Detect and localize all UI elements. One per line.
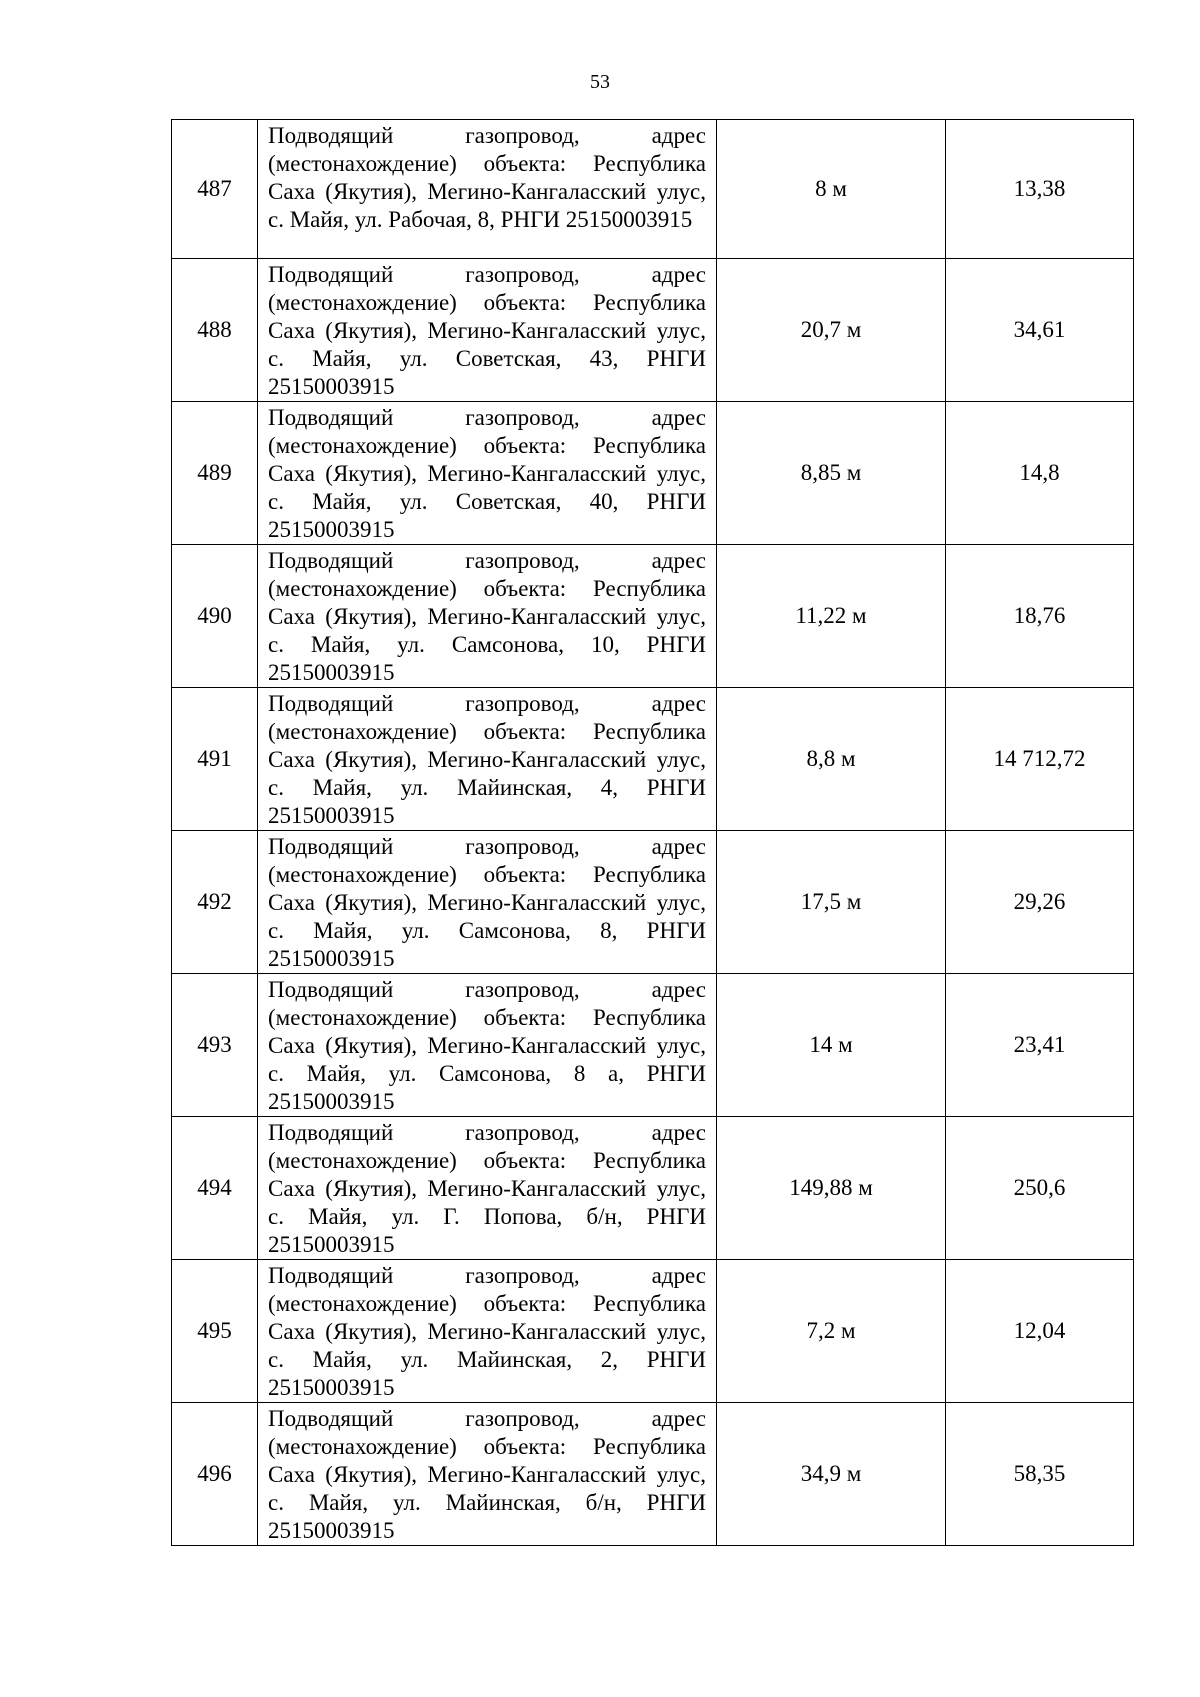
row-length: 149,88 м	[717, 1117, 946, 1260]
table-row	[172, 120, 1134, 259]
row-length: 8 м	[717, 120, 946, 259]
table-row	[172, 831, 1134, 974]
row-description-cell	[258, 831, 717, 974]
row-description-cell	[258, 688, 717, 831]
row-value: 29,26	[946, 831, 1134, 974]
row-description: Подводящий газопровод, адрес (местонахождение) объекта: Республика Саха (Якутия), Мегино-Кангаласский улус, с. Майя, ул. Г. Попова, б/н, РНГИ 25150003915	[268, 1120, 706, 1257]
row-description: Подводящий газопровод, адрес (местонахождение) объекта: Республика Саха (Якутия), Мегино-Кангаласский улус, с. Майя, ул. Советская, 40, РНГИ 25150003915	[268, 405, 706, 542]
row-number: 489	[172, 402, 258, 545]
row-value: 18,76	[946, 545, 1134, 688]
row-value: 12,04	[946, 1260, 1134, 1403]
row-value: 250,6	[946, 1117, 1134, 1260]
table-row	[172, 1403, 1134, 1546]
row-description: Подводящий газопровод, адрес (местонахождение) объекта: Республика Саха (Якутия), Мегино-Кангаласский улус, с. Майя, ул. Майинская, 2, РНГИ 25150003915	[268, 1263, 706, 1400]
table-row	[172, 402, 1134, 545]
row-value: 13,38	[946, 120, 1134, 259]
row-number: 496	[172, 1403, 258, 1546]
row-number: 494	[172, 1117, 258, 1260]
row-value: 34,61	[946, 259, 1134, 402]
row-value: 23,41	[946, 974, 1134, 1117]
row-description: Подводящий газопровод, адрес (местонахождение) объекта: Республика Саха (Якутия), Мегино-Кангаласский улус, с. Майя, ул. Советская, 43, РНГИ 25150003915	[268, 262, 706, 399]
row-number: 492	[172, 831, 258, 974]
table-row	[172, 545, 1134, 688]
row-description-cell	[258, 974, 717, 1117]
row-description: Подводящий газопровод, адрес (местонахождение) объекта: Республика Саха (Якутия), Мегино-Кангаласский улус, с. Майя, ул. Рабочая, 8, РНГИ 25150003915	[268, 123, 706, 232]
row-description: Подводящий газопровод, адрес (местонахождение) объекта: Республика Саха (Якутия), Мегино-Кангаласский улус, с. Майя, ул. Майинская, 4, РНГИ 25150003915	[268, 691, 706, 828]
row-value: 14 712,72	[946, 688, 1134, 831]
row-length: 8,8 м	[717, 688, 946, 831]
row-length: 8,85 м	[717, 402, 946, 545]
row-description: Подводящий газопровод, адрес (местонахождение) объекта: Республика Саха (Якутия), Мегино-Кангаласский улус, с. Майя, ул. Самсонова, 8 а, РНГИ 25150003915	[268, 977, 706, 1114]
row-description-cell	[258, 259, 717, 402]
row-value: 14,8	[946, 402, 1134, 545]
table-row	[172, 1117, 1134, 1260]
row-description-cell	[258, 545, 717, 688]
row-description: Подводящий газопровод, адрес (местонахождение) объекта: Республика Саха (Якутия), Мегино-Кангаласский улус, с. Майя, ул. Самсонова, 8, РНГИ 25150003915	[268, 834, 706, 971]
row-description: Подводящий газопровод, адрес (местонахождение) объекта: Республика Саха (Якутия), Мегино-Кангаласский улус, с. Майя, ул. Майинская, б/н, РНГИ 25150003915	[268, 1406, 706, 1543]
row-number: 493	[172, 974, 258, 1117]
row-number: 488	[172, 259, 258, 402]
row-length: 7,2 м	[717, 1260, 946, 1403]
row-description-cell	[258, 1403, 717, 1546]
row-length: 14 м	[717, 974, 946, 1117]
row-description: Подводящий газопровод, адрес (местонахождение) объекта: Республика Саха (Якутия), Мегино-Кангаласский улус, с. Майя, ул. Самсонова, 10, РНГИ 25150003915	[268, 548, 706, 685]
row-number: 487	[172, 120, 258, 259]
property-table	[171, 119, 1134, 1546]
row-number: 495	[172, 1260, 258, 1403]
row-description-cell	[258, 1260, 717, 1403]
page-number: 53	[590, 71, 610, 93]
row-value: 58,35	[946, 1403, 1134, 1546]
row-length: 11,22 м	[717, 545, 946, 688]
table-row	[172, 974, 1134, 1117]
row-number: 490	[172, 545, 258, 688]
row-description-cell	[258, 402, 717, 545]
row-length: 34,9 м	[717, 1403, 946, 1546]
row-length: 20,7 м	[717, 259, 946, 402]
row-number: 491	[172, 688, 258, 831]
row-description-cell	[258, 120, 717, 259]
table-row	[172, 259, 1134, 402]
table-row	[172, 1260, 1134, 1403]
table-row	[172, 688, 1134, 831]
row-length: 17,5 м	[717, 831, 946, 974]
row-description-cell	[258, 1117, 717, 1260]
